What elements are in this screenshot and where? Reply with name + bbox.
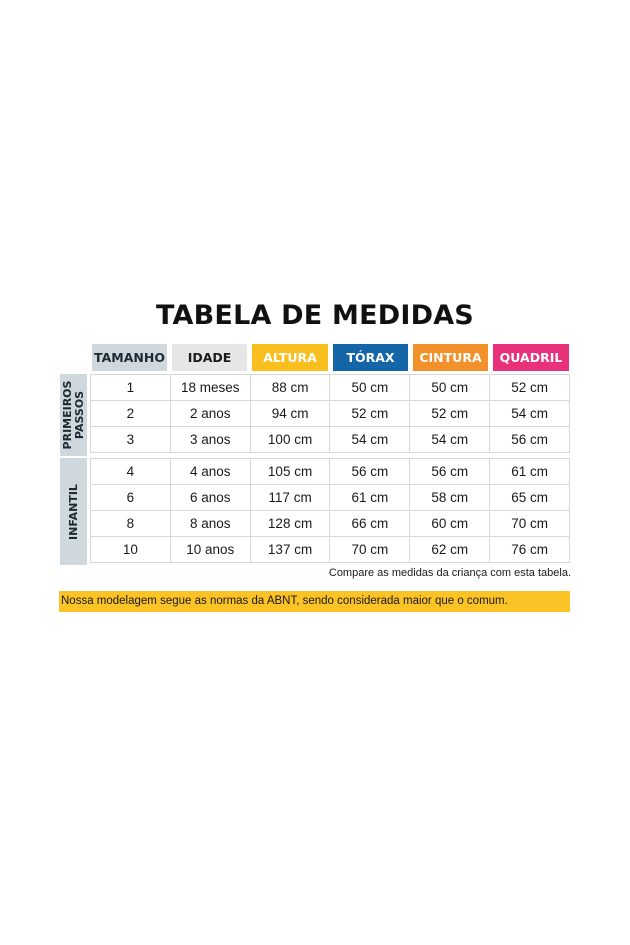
table-row [91,459,570,485]
size-table-infantil [90,458,570,563]
header-torax: TÓRAX [333,344,408,371]
table-row [91,401,570,427]
cell-quadril: 65 cm [490,485,570,511]
cell-torax: 50 cm [330,375,410,401]
header-altura: ALTURA [252,344,328,371]
header-idade: IDADE [172,344,247,371]
cell-idade: 8 anos [170,511,250,537]
header-quadril: QUADRIL [493,344,569,371]
group-label-text: PRIMEIROS PASSOS [60,380,86,450]
cell-tamanho: 10 [91,537,171,563]
header-cintura: CINTURA [413,344,488,371]
page-title: TABELA DE MEDIDAS [156,300,474,331]
cell-quadril: 61 cm [490,459,570,485]
cell-altura: 88 cm [250,375,330,401]
cell-torax: 66 cm [330,511,410,537]
cell-altura: 105 cm [250,459,330,485]
cell-quadril: 52 cm [490,375,570,401]
table-row [91,427,570,453]
cell-cintura: 58 cm [410,485,490,511]
table-row [91,375,570,401]
cell-torax: 52 cm [330,401,410,427]
table-row [91,537,570,563]
header-tamanho: TAMANHO [92,344,167,371]
cell-idade: 3 anos [170,427,250,453]
group-label-infantil [60,458,87,565]
table-row [91,485,570,511]
comparison-note: Compare as medidas da criança com esta tabela. [328,567,571,579]
cell-quadril: 54 cm [490,401,570,427]
cell-cintura: 52 cm [410,401,490,427]
cell-torax: 70 cm [330,537,410,563]
cell-cintura: 50 cm [410,375,490,401]
cell-tamanho: 8 [91,511,171,537]
cell-cintura: 60 cm [410,511,490,537]
cell-torax: 61 cm [330,485,410,511]
cell-cintura: 62 cm [410,537,490,563]
cell-quadril: 70 cm [490,511,570,537]
cell-idade: 4 anos [170,459,250,485]
cell-altura: 94 cm [250,401,330,427]
group-label-text: INFANTIL [66,483,80,540]
cell-altura: 137 cm [250,537,330,563]
cell-altura: 128 cm [250,511,330,537]
table-row [91,511,570,537]
cell-altura: 100 cm [250,427,330,453]
cell-quadril: 76 cm [490,537,570,563]
cell-tamanho: 6 [91,485,171,511]
cell-tamanho: 2 [91,401,171,427]
group-label-primeiros-passos [60,374,87,456]
abnt-banner: Nossa modelagem segue as normas da ABNT, sendo considerada maior que o comum. [59,591,570,612]
cell-cintura: 56 cm [410,459,490,485]
cell-torax: 54 cm [330,427,410,453]
cell-idade: 6 anos [170,485,250,511]
cell-quadril: 56 cm [490,427,570,453]
cell-tamanho: 4 [91,459,171,485]
cell-torax: 56 cm [330,459,410,485]
cell-idade: 18 meses [170,375,250,401]
size-table-primeiros-passos [90,374,570,453]
cell-cintura: 54 cm [410,427,490,453]
cell-idade: 2 anos [170,401,250,427]
cell-idade: 10 anos [170,537,250,563]
cell-altura: 117 cm [250,485,330,511]
cell-tamanho: 1 [91,375,171,401]
cell-tamanho: 3 [91,427,171,453]
